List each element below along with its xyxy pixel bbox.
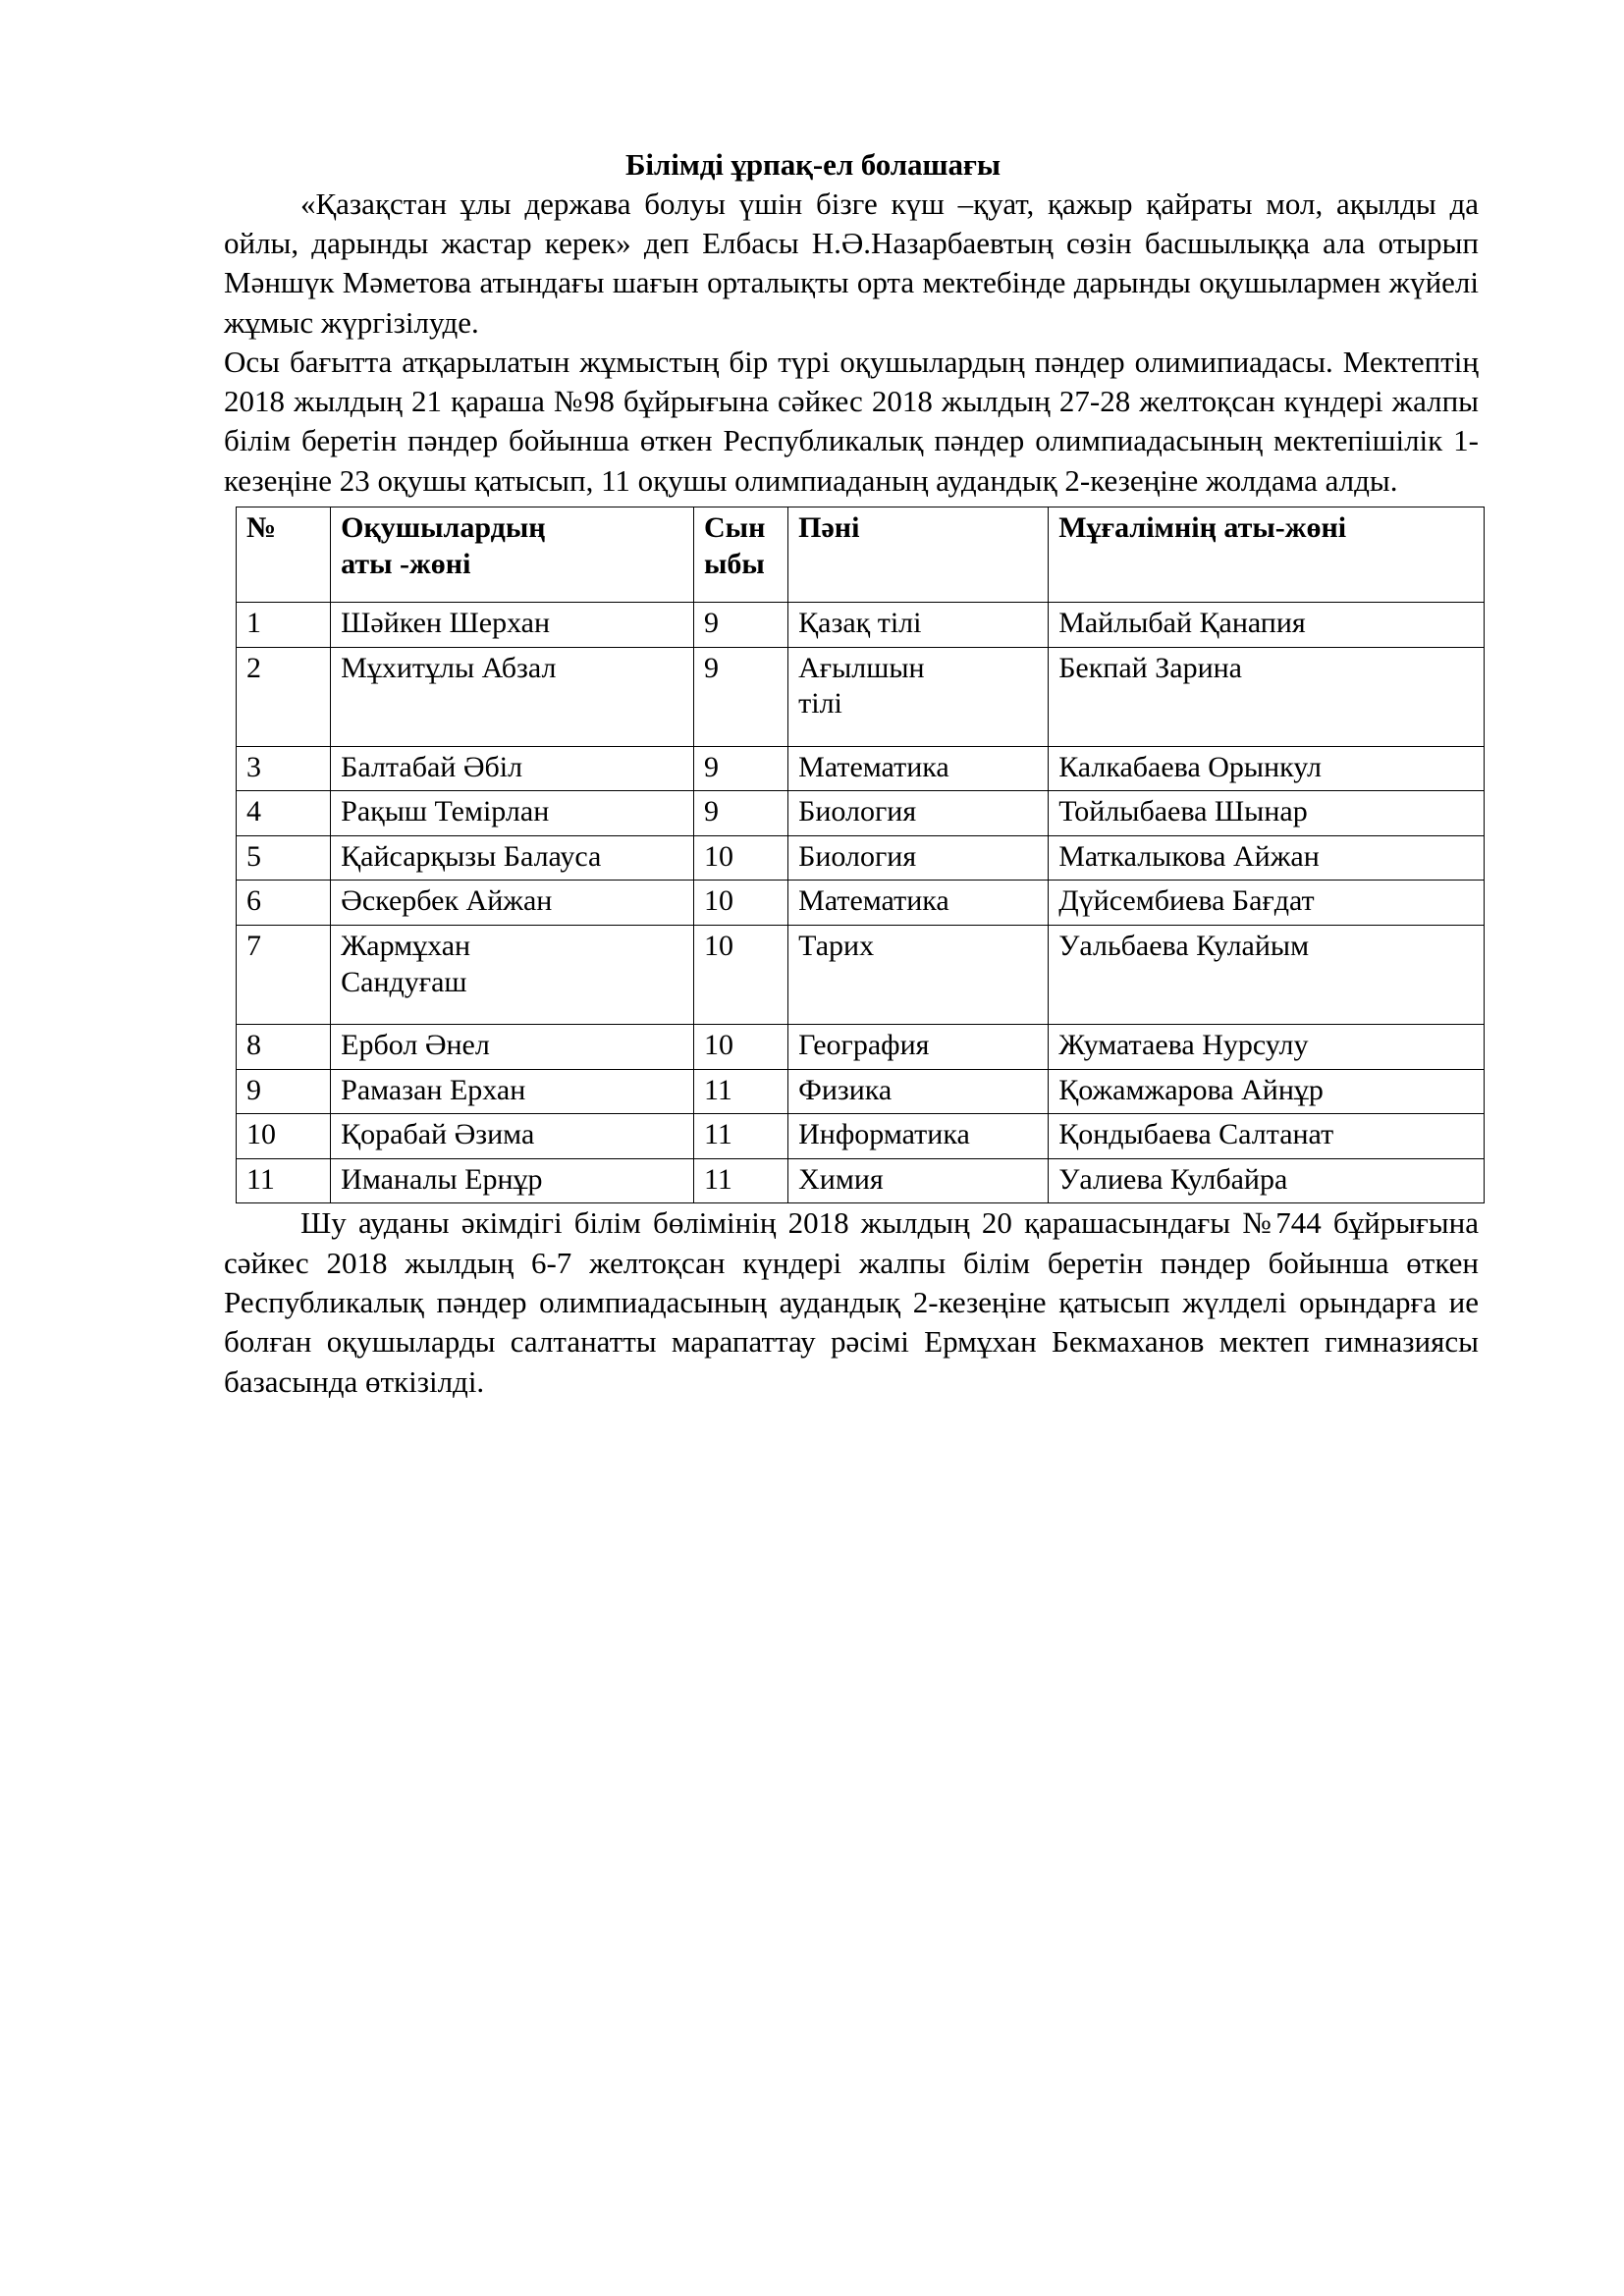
table-row bbox=[237, 835, 1485, 881]
cell-no: 1 bbox=[237, 603, 331, 648]
table-row bbox=[237, 1158, 1485, 1203]
cell-teacher: Калкабаева Орынкул bbox=[1049, 746, 1485, 791]
cell-teacher: Уалиева Кулбайра bbox=[1049, 1158, 1485, 1203]
table-row bbox=[237, 603, 1485, 648]
olympiad-participants-table bbox=[236, 507, 1485, 1203]
page-title: Білімді ұрпақ-ел болашағы bbox=[625, 147, 1001, 182]
cell-student: Мұхитұлы Абзал bbox=[331, 647, 694, 746]
cell-no: 8 bbox=[237, 1024, 331, 1069]
paragraph-intro: «Қазақстан ұлы держава болуы үшін бізге күш –қуат, қажыр қайраты мол, ақылды да ойлы, дарынды жастар керек» деп Елбасы Н.Ә.Назарбаевтың сөзін басшылыққа ала отырып Мәншүк Мәметова атындағы шағын орталықты орта мектебінде дарынды оқушылармен жүйелі жұмыс жүргізілуде. bbox=[224, 186, 1479, 340]
table-row bbox=[237, 791, 1485, 836]
cell-no: 7 bbox=[237, 925, 331, 1024]
column-header-student-line1: Оқушылардың bbox=[341, 511, 546, 545]
column-header-student-line2: аты -жөні bbox=[341, 547, 471, 580]
paragraph-olympiad-stage1: Осы бағытта атқарылатын жұмыстың бір түрі оқушылардың пәндер олимипиадасы. Мектептің 2018 жылдың 21 қараша №98 бұйрығына сәйкес 2018 жылдың 27-28 желтоқсан күндері жалпы білім беретін пәндер бойынша өткен Республикалық пәндер олимпиадасының мектепішілік 1-кезеңіне 23 оқушы қатысып, 11 оқушы олимпиаданың аудандық 2-кезеңіне жолдама алды. bbox=[224, 344, 1479, 498]
cell-student: Рақыш Темірлан bbox=[331, 791, 694, 836]
cell-no: 4 bbox=[237, 791, 331, 836]
cell-subject: Физика bbox=[788, 1069, 1049, 1114]
cell-class: 11 bbox=[693, 1158, 787, 1203]
cell-student: Иманалы Ернұр bbox=[331, 1158, 694, 1203]
cell-student: Балтабай Әбіл bbox=[331, 746, 694, 791]
cell-no: 2 bbox=[237, 647, 331, 746]
cell-no: 11 bbox=[237, 1158, 331, 1203]
cell-teacher: Қожамжарова Айнұр bbox=[1049, 1069, 1485, 1114]
cell-no: 6 bbox=[237, 881, 331, 926]
cell-class: 9 bbox=[693, 791, 787, 836]
cell-student-line2: Сандуғаш bbox=[341, 965, 467, 998]
cell-subject bbox=[788, 647, 1049, 746]
cell-no: 10 bbox=[237, 1114, 331, 1159]
column-header-class bbox=[693, 507, 787, 603]
cell-teacher: Қондыбаева Салтанат bbox=[1049, 1114, 1485, 1159]
table-row bbox=[237, 1024, 1485, 1069]
table-body bbox=[237, 603, 1485, 1203]
cell-subject: Биология bbox=[788, 835, 1049, 881]
column-header-no: № bbox=[237, 507, 331, 603]
cell-teacher: Жуматаева Нурсулу bbox=[1049, 1024, 1485, 1069]
cell-subject: Информатика bbox=[788, 1114, 1049, 1159]
cell-subject: Биология bbox=[788, 791, 1049, 836]
table-header-row bbox=[237, 507, 1485, 603]
cell-class: 10 bbox=[693, 835, 787, 881]
cell-no: 3 bbox=[237, 746, 331, 791]
cell-student: Қорабай Әзима bbox=[331, 1114, 694, 1159]
cell-subject-line1: Ағылшын bbox=[798, 651, 925, 684]
cell-class: 10 bbox=[693, 1024, 787, 1069]
column-header-teacher: Мұғалімнің аты-жөні bbox=[1049, 507, 1485, 603]
cell-teacher: Дүйсембиева Бағдат bbox=[1049, 881, 1485, 926]
cell-class: 10 bbox=[693, 881, 787, 926]
cell-teacher: Майлыбай Қанапия bbox=[1049, 603, 1485, 648]
cell-student: Рамазан Ерхан bbox=[331, 1069, 694, 1114]
cell-subject: Математика bbox=[788, 881, 1049, 926]
column-header-class-line2: ыбы bbox=[703, 547, 765, 580]
cell-class: 11 bbox=[693, 1114, 787, 1159]
table-row bbox=[237, 925, 1485, 1024]
cell-subject: Қазақ тілі bbox=[788, 603, 1049, 648]
cell-class: 11 bbox=[693, 1069, 787, 1114]
table-row bbox=[237, 881, 1485, 926]
paragraph-olympiad-stage2: Шу ауданы әкімдігі білім бөлімінің 2018 жылдың 20 қарашасындағы №744 бұйрығына сәйкес 2018 жылдың 6-7 желтоқсан күндері жалпы білім беретін пәндер бойынша өткен Республикалық пәндер олимпиадасының аудандық 2-кезеңіне қатысып жүлделі орындарға ие болған оқушыларды салтанатты марапаттау рәсімі Ермұхан Бекмаханов мектеп гимназиясы базасында өткізілді. bbox=[224, 1205, 1479, 1399]
cell-class: 9 bbox=[693, 603, 787, 648]
cell-student: Қайсарқызы Балауса bbox=[331, 835, 694, 881]
cell-student: Әскербек Айжан bbox=[331, 881, 694, 926]
cell-class: 9 bbox=[693, 647, 787, 746]
cell-teacher: Тойлыбаева Шынар bbox=[1049, 791, 1485, 836]
cell-subject-line2: тілі bbox=[798, 687, 842, 721]
table-row bbox=[237, 1114, 1485, 1159]
column-header-class-line1: Сын bbox=[703, 511, 766, 545]
column-header-subject: Пәні bbox=[788, 507, 1049, 603]
cell-student bbox=[331, 925, 694, 1024]
cell-no: 5 bbox=[237, 835, 331, 881]
cell-student: Шәйкен Шерхан bbox=[331, 603, 694, 648]
table-row bbox=[237, 647, 1485, 746]
column-header-student bbox=[331, 507, 694, 603]
cell-teacher: Бекпай Зарина bbox=[1049, 647, 1485, 746]
cell-no: 9 bbox=[237, 1069, 331, 1114]
cell-student-line1: Жармұхан bbox=[341, 929, 471, 962]
cell-class: 9 bbox=[693, 746, 787, 791]
cell-subject: География bbox=[788, 1024, 1049, 1069]
table-row bbox=[237, 1069, 1485, 1114]
cell-subject: Математика bbox=[788, 746, 1049, 791]
table-row bbox=[237, 746, 1485, 791]
cell-class: 10 bbox=[693, 925, 787, 1024]
cell-subject: Химия bbox=[788, 1158, 1049, 1203]
cell-student: Ербол Әнел bbox=[331, 1024, 694, 1069]
cell-teacher: Уальбаева Кулайым bbox=[1049, 925, 1485, 1024]
cell-subject: Тарих bbox=[788, 925, 1049, 1024]
cell-teacher: Маткалыкова Айжан bbox=[1049, 835, 1485, 881]
